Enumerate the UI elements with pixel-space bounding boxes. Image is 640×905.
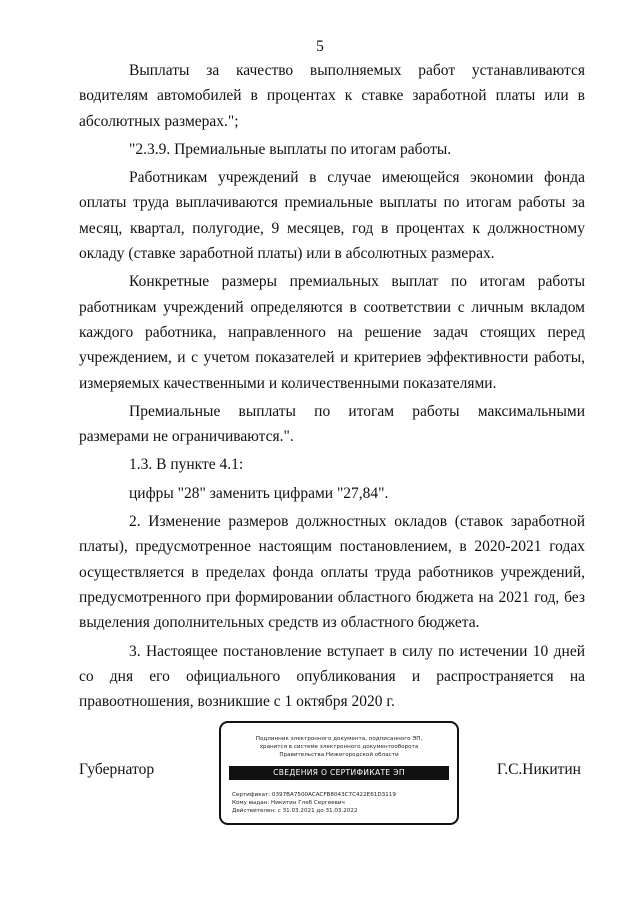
stamp-certificate-bar: СВЕДЕНИЯ О СЕРТИФИКАТЕ ЭП xyxy=(229,766,449,780)
paragraph-bonus-amounts: Конкретные размеры премиальных выплат по итогам работы работникам учреждений определяются в соответствии с личным вкладом каждого работника, направленного на решение задач стоящих перед учреждением, и с учетом показателей и критериев эффективности работы, измеряемых качественными и количественными показателями. xyxy=(79,273,585,392)
stamp-issued-to: Кому выдан: Никитин Глеб Сергеевич xyxy=(232,800,345,806)
stamp-details xyxy=(232,791,457,815)
paragraph-item-2: 2. Изменение размеров должностных окладов (ставок заработной платы), предусмотренное настоящим постановлением, в 2020-2021 годах осуществляется в пределах фонда оплаты труда работников учреждений, предусмотренного при формировании областного бюджета на 2021 год, без выделения дополнительных средств из областного бюджета. xyxy=(79,513,585,632)
document-body xyxy=(79,58,585,714)
page-number: 5 xyxy=(316,38,324,55)
paragraph-driver-payments: Выплаты за качество выполняемых работ устанавливаются водителям автомобилей в процентах к ставке заработной платы или в абсолютных размерах."; xyxy=(79,62,585,130)
signer-title: Губернатор xyxy=(79,761,155,778)
electronic-signature-stamp xyxy=(219,721,459,825)
stamp-header xyxy=(221,735,457,759)
paragraph-item-3: 3. Настоящее постановление вступает в силу по истечении 10 дней со дня его официального опубликования и распространяется на правоотношения, возникшие с 1 октября 2020 г. xyxy=(79,642,585,711)
paragraph-item-1-3: 1.3. В пункте 4.1: xyxy=(129,456,244,474)
paragraph-bonus-limits: Премиальные выплаты по итогам работы максимальными размерами не ограничиваются.". xyxy=(79,402,585,446)
paragraph-section-2-3-9: "2.3.9. Премиальные выплаты по итогам работы. xyxy=(129,140,452,158)
stamp-header-line: хранится в системе электронного документооборота xyxy=(259,744,419,750)
stamp-certificate-number: Сертификат: 0397BA7500ACACFB8043C7C422E61D3119 xyxy=(232,792,396,798)
stamp-header-line: Подлинник электронного документа, подписанного ЭП, xyxy=(255,736,423,742)
signer-name: Г.С.Никитин xyxy=(497,761,581,778)
paragraph-bonus-savings: Работникам учреждений в случае имеющейся экономии фонда оплаты труда выплачиваются премиальные выплаты по итогам работы за месяц, квартал, полугодие, 9 месяцев, год в процентах к должностному окладу (ставке заработной платы) или в абсолютных размерах. xyxy=(79,169,585,263)
paragraph-figures-replace: цифры "28" заменить цифрами "27,84". xyxy=(129,484,389,502)
stamp-validity: Действителен: с 31.03.2021 до 31.03.2022 xyxy=(232,808,358,814)
stamp-header-line: Правительства Нижегородской области xyxy=(279,752,399,758)
